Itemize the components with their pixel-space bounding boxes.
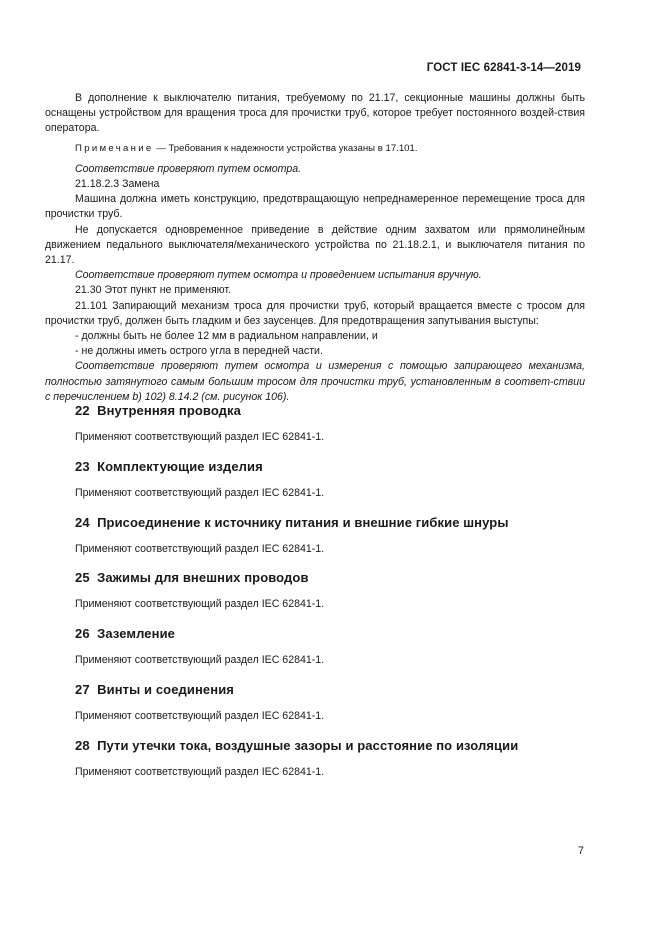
section-25-body: Применяют соответствующий раздел IEC 62841-1. — [75, 598, 325, 610]
conformity-manual-test: Соответствие проверяют путем осмотра и проведением испытания вручную. — [75, 269, 482, 282]
section-22-heading: 22 Внутренняя проводка — [75, 403, 241, 418]
document-header: ГОСТ IEC 62841-3-14—2019 — [426, 62, 581, 74]
conformity-measurement: Соответствие проверяют путем осмотра и измерения с помощью запирающего механизма, полностью затянутого самым большим тросом для прочистки труб, установленным в соответ-ствии с перечислением b) 102) 8.14.2 (см. рисунок 106). — [45, 360, 585, 403]
clause-21-30: 21.30 Этот пункт не применяют. — [75, 284, 232, 297]
section-28-heading: 28 Пути утечки тока, воздушные зазоры и расстояние по изоляции — [75, 738, 519, 753]
list-item: - не должны иметь острого угла в передней части. — [75, 345, 323, 358]
page-number: 7 — [578, 845, 584, 857]
note — [45, 141, 585, 156]
clause-21-18-2-3: 21.18.2.3 Замена — [75, 178, 160, 191]
body-text — [45, 91, 585, 405]
section-24-body: Применяют соответствующий раздел IEC 62841-1. — [75, 543, 325, 555]
section-23-heading: 23 Комплектующие изделия — [75, 459, 263, 474]
section-28-body: Применяют соответствующий раздел IEC 62841-1. — [75, 766, 325, 778]
section-23-body: Применяют соответствующий раздел IEC 62841-1. — [75, 487, 325, 499]
section-25-heading: 25 Зажимы для внешних проводов — [75, 570, 309, 585]
section-26-heading: 26 Заземление — [75, 626, 175, 641]
section-27-body: Применяют соответствующий раздел IEC 62841-1. — [75, 710, 325, 722]
section-27-heading: 27 Винты и соединения — [75, 682, 234, 697]
note-text: — Требования к надежности устройства указаны в 17.101. — [153, 142, 418, 154]
paragraph-design: Машина должна иметь конструкцию, предотвращающую непреднамеренное перемещение троса для прочистки труб. — [45, 193, 585, 221]
section-22-body: Применяют соответствующий раздел IEC 62841-1. — [75, 431, 325, 443]
paragraph-power-switch: В дополнение к выключателю питания, требуемому по 21.17, секционные машины должны быть оснащены устройством для вращения троса для прочистки труб, которое требует постоянного воздей-ствия оператора. — [45, 92, 585, 135]
paragraph-simultaneous: Не допускается одновременное приведение в действие одним захватом или прямолинейным движением педального выключателя/механического устройства по 21.18.2.1, и выключателя питания по 21.17. — [45, 223, 585, 267]
conformity-inspection: Соответствие проверяют путем осмотра. — [75, 162, 302, 175]
section-24-heading: 24 Присоединение к источнику питания и внешние гибкие шнуры — [75, 515, 509, 530]
note-label: Примечание — [75, 142, 154, 154]
section-26-body: Применяют соответствующий раздел IEC 62841-1. — [75, 654, 325, 666]
clause-21-101: 21.101 Запирающий механизм троса для прочистки труб, который вращается вместе с тросом для прочистки труб, должен быть гладким и без заусенцев. Для предотвращения запутывания выступы: — [45, 299, 585, 327]
list-item: - должны быть не более 12 мм в радиальном направлении, и — [75, 330, 378, 343]
